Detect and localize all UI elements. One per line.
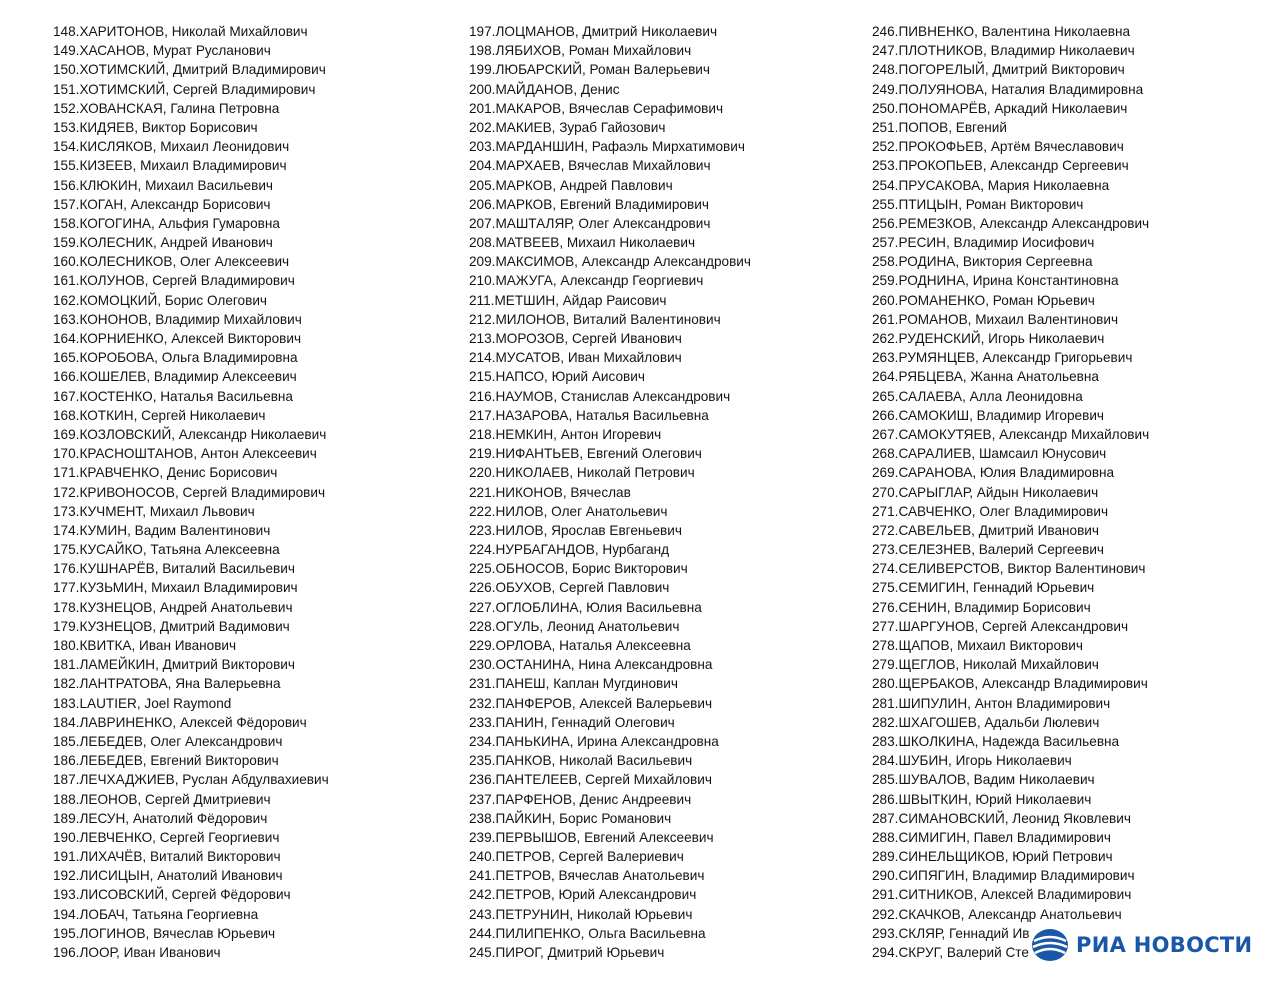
list-item: 256.РЕМЕЗКОВ, Александр Александрович bbox=[872, 215, 1150, 231]
list-item: 174.КУМИН, Вадим Валентинович bbox=[53, 522, 271, 538]
logo-text: РИА НОВОСТИ bbox=[1076, 933, 1253, 957]
list-item: 262.РУДЕНСКИЙ, Игорь Николаевич bbox=[872, 331, 1105, 346]
list-item: 267.САМОКУТЯЕВ, Александр Михайлович bbox=[872, 426, 1150, 442]
list-item: 165.КОРОБОВА, Ольга Владимировна bbox=[53, 350, 298, 366]
list-item: 226.ОБУХОВ, Сергей Павлович bbox=[469, 580, 670, 596]
list-item: 291.СИТНИКОВ, Алексей Владимирович bbox=[872, 887, 1132, 903]
list-item: 265.САЛАЕВА, Алла Леонидовна bbox=[872, 388, 1083, 404]
list-item: 197.ЛОЦМАНОВ, Дмитрий Николаевич bbox=[469, 24, 718, 39]
list-item: 219.НИФАНТЬЕВ, Евгений Олегович bbox=[469, 446, 702, 462]
list-item: 264.РЯБЦЕВА, Жанна Анатольевна bbox=[872, 369, 1099, 385]
list-item: 290.СИПЯГИН, Владимир Владимирович bbox=[872, 868, 1135, 884]
list-item: 225.ОБНОСОВ, Борис Викторович bbox=[469, 561, 688, 577]
list-item: 172.КРИВОНОСОВ, Сергей Владимирович bbox=[53, 484, 326, 500]
list-item: 214.МУСАТОВ, Иван Михайлович bbox=[469, 350, 682, 366]
list-item: 255.ПТИЦЫН, Роман Викторович bbox=[872, 196, 1084, 212]
list-item: 181.ЛАМЕЙКИН, Дмитрий Викторович bbox=[53, 657, 295, 673]
list-item: 239.ПЕРВЫШОВ, Евгений Алексеевич bbox=[469, 829, 714, 845]
list-item: 217.НАЗАРОВА, Наталья Васильевна bbox=[469, 407, 709, 423]
list-item: 266.САМОКИШ, Владимир Игоревич bbox=[872, 407, 1105, 423]
list-item: 287.СИМАНОВСКИЙ, Леонид Яковлевич bbox=[872, 810, 1131, 826]
list-item: 293.СКЛЯР, Геннадий Ив bbox=[872, 925, 1030, 941]
ria-globe-icon bbox=[1030, 927, 1070, 963]
list-item: 249.ПОЛУЯНОВА, Наталия Владимировна bbox=[872, 81, 1144, 97]
name-list-column-3 bbox=[872, 22, 1149, 962]
list-item: 215.НАПСО, Юрий Аисович bbox=[469, 369, 645, 385]
list-item: 178.КУЗНЕЦОВ, Андрей Анатольевич bbox=[53, 599, 293, 615]
list-item: 218.НЕМКИН, Антон Игоревич bbox=[469, 426, 662, 442]
list-item: 157.КОГАН, Александр Борисович bbox=[53, 196, 271, 212]
list-item: 246.ПИВНЕНКО, Валентина Николаевна bbox=[872, 24, 1131, 39]
list-item: 248.ПОГОРЕЛЫЙ, Дмитрий Викторович bbox=[872, 62, 1125, 78]
list-item: 205.МАРКОВ, Андрей Павлович bbox=[469, 177, 673, 193]
list-item: 283.ШКОЛКИНА, Надежда Васильевна bbox=[872, 733, 1120, 749]
list-item: 286.ШВЫТКИН, Юрий Николаевич bbox=[872, 791, 1092, 807]
list-item: 230.ОСТАНИНА, Нина Александровна bbox=[469, 657, 713, 673]
list-item: 279.ЩЕГЛОВ, Николай Михайлович bbox=[872, 657, 1099, 673]
list-item: 170.КРАСНОШТАНОВ, Антон Алексеевич bbox=[53, 446, 317, 462]
list-item: 223.НИЛОВ, Ярослав Евгеньевич bbox=[469, 522, 682, 538]
list-item: 171.КРАВЧЕНКО, Денис Борисович bbox=[53, 465, 278, 481]
list-item: 183.LAUTIER, Joel Raymond bbox=[53, 695, 232, 711]
list-item: 162.КОМОЦКИЙ, Борис Олегович bbox=[53, 292, 268, 308]
list-item: 251.ПОПОВ, Евгений bbox=[872, 119, 1007, 135]
list-item: 220.НИКОЛАЕВ, Николай Петрович bbox=[469, 465, 695, 481]
list-item: 276.СЕНИН, Владимир Борисович bbox=[872, 599, 1091, 615]
list-item: 231.ПАНЕШ, Каплан Мугдинович bbox=[469, 676, 678, 692]
list-item: 224.НУРБАГАНДОВ, Нурбаганд bbox=[469, 542, 670, 558]
list-item: 288.СИМИГИН, Павел Владимирович bbox=[872, 829, 1111, 845]
list-item: 203.МАРДАНШИН, Рафаэль Мирхатимович bbox=[469, 139, 745, 155]
list-item: 176.КУШНАРЁВ, Виталий Васильевич bbox=[53, 561, 295, 577]
list-item: 164.КОРНИЕНКО, Алексей Викторович bbox=[53, 331, 302, 346]
list-item: 273.СЕЛЕЗНЕВ, Валерий Сергеевич bbox=[872, 542, 1105, 558]
list-item: 158.КОГОГИНА, Альфия Гумаровна bbox=[53, 215, 280, 231]
list-item: 156.КЛЮКИН, Михаил Васильевич bbox=[53, 177, 274, 193]
list-item: 253.ПРОКОПЬЕВ, Александр Сергеевич bbox=[872, 158, 1129, 174]
list-item: 184.ЛАВРИНЕНКО, Алексей Фёдорович bbox=[53, 714, 307, 730]
list-item: 201.МАКАРОВ, Вячеслав Серафимович bbox=[469, 100, 724, 116]
list-item: 274.СЕЛИВЕРСТОВ, Виктор Валентинович bbox=[872, 561, 1146, 577]
list-item: 282.ШХАГОШЕВ, Адальби Люлевич bbox=[872, 714, 1100, 730]
list-item: 166.КОШЕЛЕВ, Владимир Алексеевич bbox=[53, 369, 297, 385]
list-item: 268.САРАЛИЕВ, Шамсаил Юнусович bbox=[872, 446, 1107, 462]
list-item: 208.МАТВЕЕВ, Михаил Николаевич bbox=[469, 235, 696, 251]
list-item: 198.ЛЯБИХОВ, Роман Михайлович bbox=[469, 43, 692, 59]
list-item: 284.ШУБИН, Игорь Николаевич bbox=[872, 753, 1072, 769]
list-item: 258.РОДИНА, Виктория Сергеевна bbox=[872, 254, 1093, 270]
list-item: 260.РОМАНЕНКО, Роман Юрьевич bbox=[872, 292, 1095, 308]
list-item: 204.МАРХАЕВ, Вячеслав Михайлович bbox=[469, 158, 711, 174]
list-item: 252.ПРОКОФЬЕВ, Артём Вячеславович bbox=[872, 139, 1124, 155]
list-item: 192.ЛИСИЦЫН, Анатолий Иванович bbox=[53, 868, 283, 884]
name-list-column-2 bbox=[469, 22, 751, 962]
list-item: 209.МАКСИМОВ, Александр Александрович bbox=[469, 254, 751, 270]
list-item: 245.ПИРОГ, Дмитрий Юрьевич bbox=[469, 945, 665, 960]
list-item: 189.ЛЕСУН, Анатолий Фёдорович bbox=[53, 810, 268, 826]
list-item: 216.НАУМОВ, Станислав Александрович bbox=[469, 388, 731, 404]
list-item: 213.МОРОЗОВ, Сергей Иванович bbox=[469, 331, 682, 346]
name-list-column-1 bbox=[53, 22, 329, 962]
list-item: 222.НИЛОВ, Олег Анатольевич bbox=[469, 503, 668, 519]
list-item: 155.КИЗЕЕВ, Михаил Владимирович bbox=[53, 158, 287, 174]
list-item: 211.МЕТШИН, Айдар Раисович bbox=[469, 292, 667, 308]
list-item: 163.КОНОНОВ, Владимир Михайлович bbox=[53, 311, 302, 327]
list-item: 229.ОРЛОВА, Наталья Алексеевна bbox=[469, 638, 691, 653]
list-item: 236.ПАНТЕЛЕЕВ, Сергей Михайлович bbox=[469, 772, 712, 788]
list-item: 199.ЛЮБАРСКИЙ, Роман Валерьевич bbox=[469, 62, 710, 78]
list-item: 187.ЛЕЧХАДЖИЕВ, Руслан Абдулвахиевич bbox=[53, 772, 329, 788]
list-item: 232.ПАНФЕРОВ, Алексей Валерьевич bbox=[469, 695, 713, 711]
list-item: 294.СКРУГ, Валерий Сте bbox=[872, 945, 1029, 960]
list-item: 235.ПАНКОВ, Николай Васильевич bbox=[469, 753, 693, 769]
list-item: 221.НИКОНОВ, Вячеслав bbox=[469, 484, 631, 500]
list-item: 160.КОЛЕСНИКОВ, Олег Алексеевич bbox=[53, 254, 290, 270]
list-item: 196.ЛООР, Иван Иванович bbox=[53, 945, 221, 960]
list-item: 275.СЕМИГИН, Геннадий Юрьевич bbox=[872, 580, 1095, 596]
list-item: 281.ШИПУЛИН, Антон Владимирович bbox=[872, 695, 1111, 711]
list-item: 212.МИЛОНОВ, Виталий Валентинович bbox=[469, 311, 721, 327]
list-item: 289.СИНЕЛЬЩИКОВ, Юрий Петрович bbox=[872, 849, 1113, 865]
list-item: 153.КИДЯЕВ, Виктор Борисович bbox=[53, 119, 258, 135]
list-item: 243.ПЕТРУНИН, Николай Юрьевич bbox=[469, 906, 693, 922]
list-item: 195.ЛОГИНОВ, Вячеслав Юрьевич bbox=[53, 925, 276, 941]
list-item: 272.САВЕЛЬЕВ, Дмитрий Иванович bbox=[872, 522, 1099, 538]
list-item: 169.КОЗЛОВСКИЙ, Александр Николаевич bbox=[53, 426, 327, 442]
list-item: 292.СКАЧКОВ, Александр Анатольевич bbox=[872, 906, 1122, 922]
list-item: 244.ПИЛИПЕНКО, Ольга Васильевна bbox=[469, 925, 706, 941]
list-item: 242.ПЕТРОВ, Юрий Александрович bbox=[469, 887, 697, 903]
list-item: 150.ХОТИМСКИЙ, Дмитрий Владимирович bbox=[53, 62, 326, 78]
list-item: 285.ШУВАЛОВ, Вадим Николаевич bbox=[872, 772, 1095, 788]
list-item: 257.РЕСИН, Владимир Иосифович bbox=[872, 235, 1095, 251]
list-item: 206.МАРКОВ, Евгений Владимирович bbox=[469, 196, 709, 212]
list-item: 175.КУСАЙКО, Татьяна Алексеевна bbox=[53, 542, 280, 558]
list-item: 207.МАШТАЛЯР, Олег Александрович bbox=[469, 215, 711, 231]
list-item: 154.КИСЛЯКОВ, Михаил Леонидович bbox=[53, 139, 290, 155]
list-item: 233.ПАНИН, Геннадий Олегович bbox=[469, 714, 675, 730]
list-item: 185.ЛЕБЕДЕВ, Олег Александрович bbox=[53, 733, 283, 749]
list-item: 188.ЛЕОНОВ, Сергей Дмитриевич bbox=[53, 791, 271, 807]
list-item: 259.РОДНИНА, Ирина Константиновна bbox=[872, 273, 1119, 289]
list-item: 263.РУМЯНЦЕВ, Александр Григорьевич bbox=[872, 350, 1133, 366]
list-item: 240.ПЕТРОВ, Сергей Валериевич bbox=[469, 849, 684, 865]
list-item: 177.КУЗЬМИН, Михаил Владимирович bbox=[53, 580, 298, 596]
list-item: 168.КОТКИН, Сергей Николаевич bbox=[53, 407, 266, 423]
list-item: 210.МАЖУГА, Александр Георгиевич bbox=[469, 273, 704, 289]
list-item: 152.ХОВАНСКАЯ, Галина Петровна bbox=[53, 100, 280, 116]
list-item: 237.ПАРФЕНОВ, Денис Андреевич bbox=[469, 791, 692, 807]
list-item: 247.ПЛОТНИКОВ, Владимир Николаевич bbox=[872, 43, 1135, 59]
list-item: 186.ЛЕБЕДЕВ, Евгений Викторович bbox=[53, 753, 279, 769]
list-item: 202.МАКИЕВ, Зураб Гайозович bbox=[469, 119, 666, 135]
list-item: 180.КВИТКА, Иван Иванович bbox=[53, 638, 237, 653]
list-item: 179.КУЗНЕЦОВ, Дмитрий Вадимович bbox=[53, 618, 290, 634]
list-item: 173.КУЧМЕНТ, Михаил Львович bbox=[53, 503, 255, 519]
list-item: 234.ПАНЬКИНА, Ирина Александровна bbox=[469, 733, 719, 749]
list-item: 254.ПРУСАКОВА, Мария Николаевна bbox=[872, 177, 1110, 193]
list-item: 159.КОЛЕСНИК, Андрей Иванович bbox=[53, 235, 273, 251]
list-item: 167.КОСТЕНКО, Наталья Васильевна bbox=[53, 388, 293, 404]
list-item: 270.САРЫГЛАР, Айдын Николаевич bbox=[872, 484, 1099, 500]
list-item: 250.ПОНОМАРЁВ, Аркадий Николаевич bbox=[872, 100, 1128, 116]
list-item: 278.ЩАПОВ, Михаил Викторович bbox=[872, 638, 1083, 653]
list-item: 191.ЛИХАЧЁВ, Виталий Викторович bbox=[53, 849, 281, 865]
list-item: 182.ЛАНТРАТОВА, Яна Валерьевна bbox=[53, 676, 281, 692]
list-item: 280.ЩЕРБАКОВ, Александр Владимирович bbox=[872, 676, 1148, 692]
list-item: 200.МАЙДАНОВ, Денис bbox=[469, 81, 620, 97]
list-item: 227.ОГЛОБЛИНА, Юлия Васильевна bbox=[469, 599, 702, 615]
list-item: 241.ПЕТРОВ, Вячеслав Анатольевич bbox=[469, 868, 705, 884]
list-item: 238.ПАЙКИН, Борис Романович bbox=[469, 810, 672, 826]
list-item: 194.ЛОБАЧ, Татьяна Георгиевна bbox=[53, 906, 259, 922]
ria-novosti-logo bbox=[1030, 926, 1252, 964]
list-item: 277.ШАРГУНОВ, Сергей Александрович bbox=[872, 618, 1129, 634]
list-item: 148.ХАРИТОНОВ, Николай Михайлович bbox=[53, 24, 308, 39]
list-item: 161.КОЛУНОВ, Сергей Владимирович bbox=[53, 273, 295, 289]
list-item: 149.ХАСАНОВ, Мурат Русланович bbox=[53, 43, 271, 59]
list-item: 269.САРАНОВА, Юлия Владимировна bbox=[872, 465, 1115, 481]
list-item: 261.РОМАНОВ, Михаил Валентинович bbox=[872, 311, 1119, 327]
list-item: 228.ОГУЛЬ, Леонид Анатольевич bbox=[469, 618, 680, 634]
list-item: 151.ХОТИМСКИЙ, Сергей Владимирович bbox=[53, 81, 316, 97]
list-item: 271.САВЧЕНКО, Олег Владимирович bbox=[872, 503, 1109, 519]
list-item: 193.ЛИСОВСКИЙ, Сергей Фёдорович bbox=[53, 887, 291, 903]
list-item: 190.ЛЕВЧЕНКО, Сергей Георгиевич bbox=[53, 829, 280, 845]
